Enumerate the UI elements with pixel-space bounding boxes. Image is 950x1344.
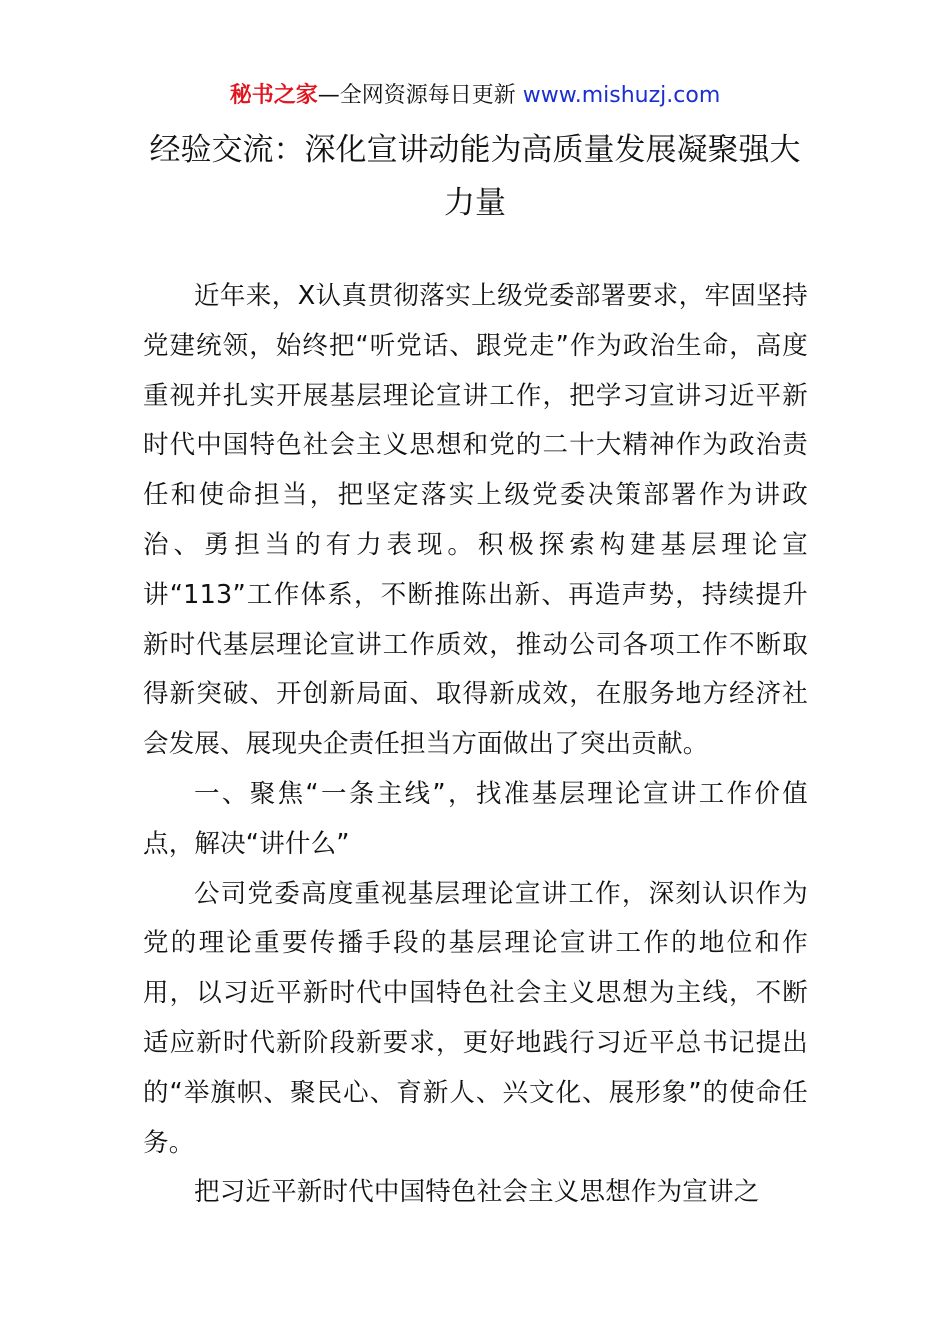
paragraph-continued: 把习近平新时代中国特色社会主义思想作为宣讲之 (194, 1177, 760, 1208)
site-url-link[interactable]: www.mishuzj.com (522, 83, 721, 108)
brand-name: 秘书之家 (229, 83, 318, 108)
paragraph-section-1: 公司党委高度重视基层理论宣讲工作，深刻认识作为党的理论重要传播手段的基层理论宣讲工作的地位和作用，以习近平新时代中国特色社会主义思想为主线，不断适应新时代新阶段新要求，更好地践行习近平总书记提出的“举旗帜、聚民心、育新人、兴文化、展形象”的使命任务。 (143, 878, 808, 1158)
paragraph-intro: 近年来，X认真贯彻落实上级党委部署要求，牢固坚持党建统领，始终把“听党话、跟党走”作为政治生命，高度重视并扎实开展基层理论宣讲工作，把学习宣讲习近平新时代中国特色社会主义思想和党的二十大精神作为政治责任和使命担当，把坚定落实上级党委决策部署作为讲政治、勇担当的有力表现。积极探索构建基层理论宣讲“113”工作体系，不断推陈出新、再造声势，持续提升新时代基层理论宣讲工作质效，推动公司各项工作不断取得新突破、开创新局面、取得新成效，在服务地方经济社会发展、展现央企责任担当方面做出了突出贡献。 (143, 281, 808, 760)
site-tagline: —全网资源每日更新 (317, 83, 516, 108)
document-title: 经验交流：深化宣讲动能为高质量发展凝聚强大力量 (149, 132, 801, 221)
site-header (0, 80, 950, 112)
section-heading-1: 一、聚焦“一条主线”，找准基层理论宣讲工作价值点，解决“讲什么” (143, 778, 808, 859)
document-body (143, 272, 808, 1218)
